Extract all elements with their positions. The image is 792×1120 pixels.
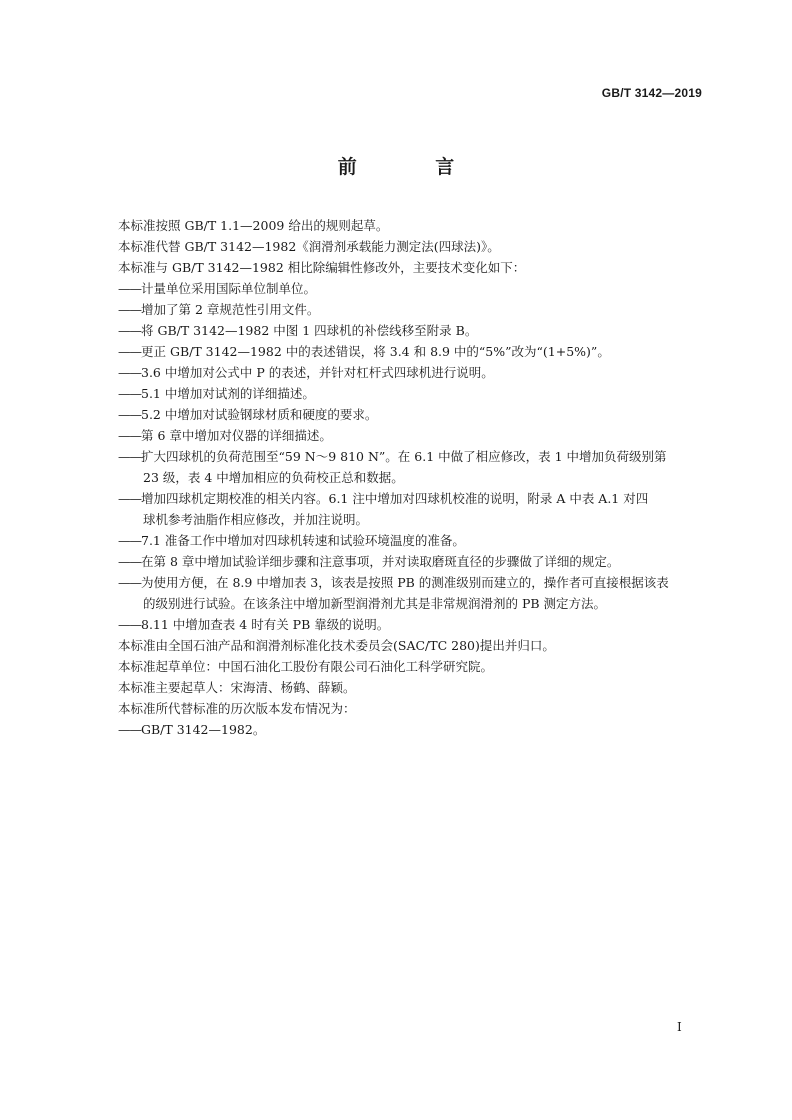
change-item-text: 为使用方便，在 8.9 中增加表 3，该表是按照 PB 的测准级别而建立的，操作者可直接根据该表 xyxy=(141,575,669,590)
dash-marker: —— xyxy=(118,617,141,632)
change-item-text: 增加四球机定期校准的相关内容。6.1 注中增加对四球机校准的说明，附录 A 中表 A.1 对四 xyxy=(141,491,649,506)
change-item xyxy=(118,530,708,551)
dash-marker: —— xyxy=(118,491,141,506)
change-item xyxy=(118,614,708,635)
dash-marker: —— xyxy=(118,722,141,737)
change-item xyxy=(118,362,708,383)
page-number: I xyxy=(677,1020,682,1034)
change-item-text: 7.1 准备工作中增加对四球机转速和试验环境温度的准备。 xyxy=(141,533,465,548)
change-item-text: 3.6 中增加对公式中 P 的表述，并针对杠杆式四球机进行说明。 xyxy=(141,365,494,380)
dash-marker: —— xyxy=(118,428,141,443)
dash-marker: —— xyxy=(118,323,141,338)
change-item xyxy=(118,383,708,404)
change-item-text: 5.1 中增加对试剂的详细描述。 xyxy=(141,386,315,401)
paragraph: 本标准按照 GB/T 1.1—2009 给出的规则起草。 xyxy=(118,218,389,233)
dash-marker: —— xyxy=(118,407,141,422)
paragraph: 本标准代替 GB/T 3142—1982《润滑剂承载能力测定法(四球法)》。 xyxy=(118,239,500,254)
dash-marker: —— xyxy=(118,554,141,569)
change-item-text: 增加了第 2 章规范性引用文件。 xyxy=(141,302,320,317)
document-body xyxy=(118,215,708,740)
change-item xyxy=(118,719,708,740)
change-item xyxy=(118,320,708,341)
dash-marker: —— xyxy=(118,365,141,380)
change-item xyxy=(118,341,708,362)
dash-marker: —— xyxy=(118,575,141,590)
change-item-text: 将 GB/T 3142—1982 中图 1 四球机的补偿线移至附录 B。 xyxy=(141,323,478,338)
dash-marker: —— xyxy=(118,344,141,359)
change-item xyxy=(118,425,708,446)
dash-marker: —— xyxy=(118,281,141,296)
paragraph: 本标准由全国石油产品和润滑剂标准化技术委员会(SAC/TC 280)提出并归口。 xyxy=(118,638,555,653)
dash-marker: —— xyxy=(118,449,141,464)
change-item-text: 更正 GB/T 3142—1982 中的表述错误，将 3.4 和 8.9 中的“5%”改为“(1+5%)”。 xyxy=(141,344,610,359)
paragraph: 本标准与 GB/T 3142—1982 相比除编辑性修改外，主要技术变化如下： xyxy=(118,260,526,275)
change-item xyxy=(118,299,708,320)
change-item-text: 扩大四球机的负荷范围至“59 N～9 810 N”。在 6.1 中做了相应修改，表 1 中增加负荷级别第 xyxy=(141,449,667,464)
change-item-text-continued: 球机参考油脂作相应修改，并加注说明。 xyxy=(143,512,369,527)
dash-marker: —— xyxy=(118,533,141,548)
dash-marker: —— xyxy=(118,302,141,317)
change-item-text: 计量单位采用国际单位制单位。 xyxy=(141,281,317,296)
change-item-text: 5.2 中增加对试验钢球材质和硬度的要求。 xyxy=(141,407,378,422)
standard-number: GB/T 3142—2019 xyxy=(601,86,702,100)
change-item xyxy=(118,446,708,488)
change-item xyxy=(118,551,708,572)
change-item xyxy=(118,278,708,299)
paragraph: 本标准主要起草人：宋海清、杨鹤、薛颖。 xyxy=(118,680,356,695)
change-item-text: 在第 8 章中增加试验详细步骤和注意事项，并对读取磨斑直径的步骤做了详细的规定。 xyxy=(141,554,620,569)
change-item-text-continued: 的级别进行试验。在该条注中增加新型润滑剂尤其是非常规润滑剂的 PB 测定方法。 xyxy=(143,596,607,611)
change-item-text-continued: 23 级，表 4 中增加相应的负荷校正总和数据。 xyxy=(143,470,404,485)
dash-marker: —— xyxy=(118,386,141,401)
change-item-text: GB/T 3142—1982。 xyxy=(141,722,266,737)
change-item xyxy=(118,572,708,614)
paragraph: 本标准起草单位：中国石油化工股份有限公司石油化工科学研究院。 xyxy=(118,659,494,674)
change-item-text: 第 6 章中增加对仪器的详细描述。 xyxy=(141,428,332,443)
paragraph: 本标准所代替标准的历次版本发布情况为： xyxy=(118,701,356,716)
change-item xyxy=(118,404,708,425)
change-item-text: 8.11 中增加查表 4 时有关 PB 靠级的说明。 xyxy=(141,617,390,632)
change-item xyxy=(118,488,708,530)
page-title: 前 言 xyxy=(337,156,491,178)
